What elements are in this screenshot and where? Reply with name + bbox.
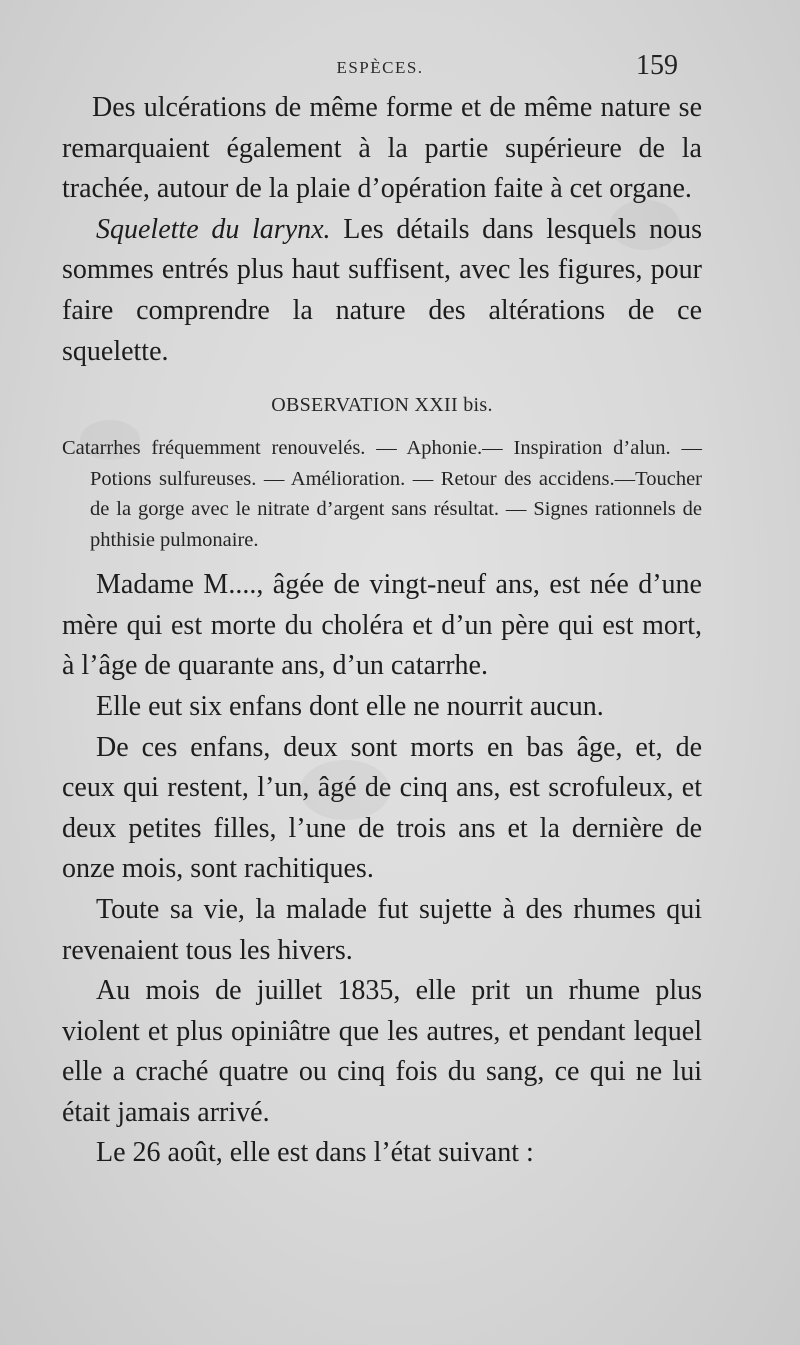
paragraph: Toute sa vie, la malade fut sujette à des rhumes qui revenaient tous les hivers. [62, 893, 702, 966]
page-number: 159 [636, 50, 678, 81]
running-head: ESPÈCES. [336, 58, 424, 77]
paragraph: Au mois de juillet 1835, elle prit un rhume plus violent et plus opiniâtre que les autres, et pendant lequel elle a craché quatre ou cinq fois du sang, ce qui ne lui était jamais arrivé. [62, 975, 702, 1128]
page-body [62, 88, 702, 1174]
paragraph: Elle eut six enfans dont elle ne nourrit aucun. [96, 690, 604, 722]
paragraph: Le 26 août, elle est dans l’état suivant : [96, 1137, 534, 1169]
paragraph: Des ulcérations de même forme et de même nature se remarquaient également à la partie supérieure de la trachée, autour de la plaie d’opération faite à cet organe. [62, 92, 702, 205]
italic-heading: Squelette du larynx. [96, 213, 331, 245]
observation-summary: Catarrhes fréquemment renouvelés. — Aphonie.— Inspiration d’alun. — Potions sulfureuses. — Amélioration. — Retour des accidens.—Toucher de la gorge avec le nitrate d’argent sans résultat. — Signes rationnels de phthisie pulmonaire. [62, 437, 702, 551]
paragraph: Madame M...., âgée de vingt-neuf ans, est née d’une mère qui est morte du choléra et d’un père qui est mort, à l’âge de quarante ans, d’un catarrhe. [62, 569, 702, 682]
paragraph-skeleton [62, 210, 702, 372]
observation-title: OBSERVATION XXII bis. [271, 394, 493, 417]
paragraph: De ces enfans, deux sont morts en bas âge, et, de ceux qui restent, l’un, âgé de cinq ans, est scrofuleux, et deux petites filles, l’une de trois ans et la dernière de onze mois, sont rachitiques. [62, 731, 702, 885]
page-header [60, 50, 700, 86]
paragraph-text: Les détails dans lesquels nous sommes entrés plus haut suffisent, avec les figures, pour faire comprendre la nature des altérations de ce squelette. [62, 213, 703, 367]
